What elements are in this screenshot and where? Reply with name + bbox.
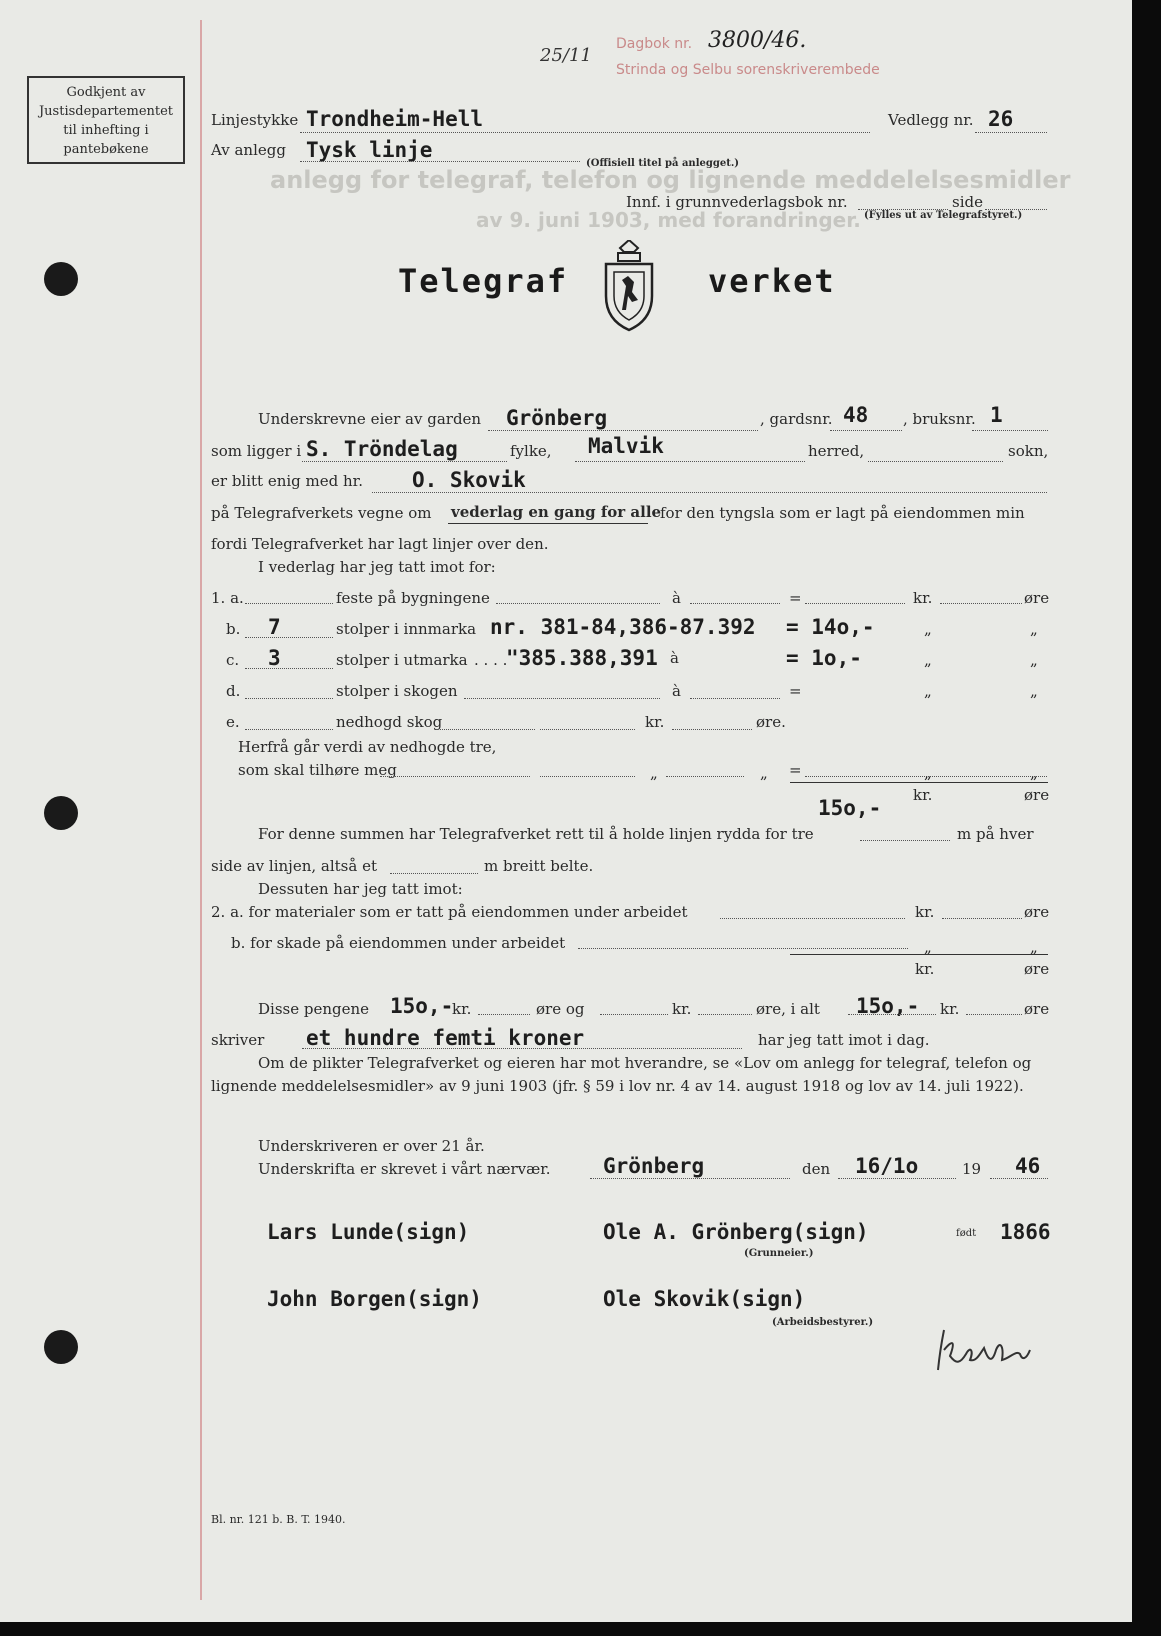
ore-ialt-label: øre, i alt bbox=[756, 1000, 820, 1018]
bleed-through-text bbox=[650, 330, 1050, 450]
witness-1: Lars Lunde(sign) bbox=[267, 1220, 470, 1244]
belte-text: side av linjen, altså et bbox=[211, 857, 377, 875]
fill-line bbox=[805, 603, 905, 604]
fill-line bbox=[464, 698, 660, 699]
ditto-mark: „ bbox=[924, 764, 932, 782]
hr-value: O. Skovik bbox=[412, 468, 526, 492]
punch-hole bbox=[44, 1330, 78, 1364]
law-text-1: Om de plikter Telegrafverket og eieren har mot hverandre, se «Lov om anlegg for telegraf, telefon og bbox=[258, 1054, 1032, 1072]
manager-signature: Ole Skovik(sign) bbox=[603, 1287, 806, 1311]
vedlegg-label: Vedlegg nr. bbox=[888, 111, 974, 129]
item-e-label: e. bbox=[226, 713, 240, 731]
bruksnr-value: 1 bbox=[990, 403, 1003, 427]
ditto-mark: „ bbox=[924, 938, 932, 956]
innf-label: Innf. i grunnvederlagsbok nr. bbox=[626, 193, 848, 211]
fylke-label: fylke, bbox=[510, 442, 552, 460]
item-e-kr: kr. bbox=[645, 713, 665, 731]
materialer-text: 2. a. for materialer som er tatt på eiendommen under arbeidet bbox=[211, 903, 688, 921]
ditto-mark: „ bbox=[924, 682, 932, 700]
vegne-label: på Telegrafverkets vegne om bbox=[211, 504, 432, 522]
grunneier-note: (Grunneier.) bbox=[744, 1248, 814, 1259]
margin-line bbox=[200, 20, 202, 1600]
item-c-at: à bbox=[670, 649, 679, 667]
item-a-text: feste på bygningene bbox=[336, 589, 490, 607]
item-e-ore: øre. bbox=[756, 713, 786, 731]
ditto-mark: „ bbox=[1030, 620, 1038, 638]
title-right: verket bbox=[708, 262, 836, 300]
fill-line bbox=[390, 873, 478, 874]
bruksnr-label: , bruksnr. bbox=[903, 410, 976, 428]
linjestykke-value: Trondheim-Hell bbox=[306, 107, 484, 131]
fill-line bbox=[690, 603, 780, 604]
item-a-label: 1. a. bbox=[211, 589, 244, 607]
disse-kr-3: kr. bbox=[940, 1000, 960, 1018]
item-d-text: stolper i skogen bbox=[336, 682, 458, 700]
item-b-text: stolper i innmarka bbox=[336, 620, 477, 638]
ditto-mark: „ bbox=[1030, 764, 1038, 782]
bleed-through-text: anlegg for telegraf, telefon og lignende meddelelsesmidler bbox=[270, 166, 1071, 194]
fill-line bbox=[302, 461, 507, 462]
dots: . . . . bbox=[474, 651, 508, 669]
sokn-label: sokn, bbox=[1008, 442, 1049, 460]
enig-label: er blitt enig med hr. bbox=[211, 472, 363, 490]
coat-of-arms-icon bbox=[602, 240, 656, 332]
sum-kr-label: kr. bbox=[913, 786, 933, 804]
amount-1: 15o,- bbox=[390, 994, 454, 1018]
fill-line bbox=[245, 603, 333, 604]
title-left: Telegraf bbox=[398, 262, 569, 300]
item-c-count: 3 bbox=[268, 646, 281, 670]
bleed-through-text: av 9. juni 1903, med forandringer. bbox=[476, 208, 861, 232]
fill-line bbox=[440, 729, 535, 730]
fill-line bbox=[488, 430, 758, 431]
side-label: side bbox=[952, 193, 983, 211]
fill-line bbox=[972, 430, 1048, 431]
ditto-mark: „ bbox=[924, 651, 932, 669]
item-c-label: c. bbox=[226, 651, 240, 669]
skade-text: b. for skade på eiendommen under arbeidet bbox=[231, 934, 566, 952]
handwritten-note: 25/11 bbox=[540, 45, 592, 66]
disse-kr: kr. bbox=[452, 1000, 472, 1018]
item-b-amount: = 14o,- bbox=[786, 615, 875, 639]
fill-line bbox=[478, 1014, 530, 1015]
disse-label: Disse pengene bbox=[258, 1000, 370, 1018]
tyngsla-text: for den tyngsla som er lagt på eiendommen min bbox=[660, 504, 1025, 522]
fill-line bbox=[300, 161, 580, 162]
stamp-line: til inhefting i bbox=[63, 123, 149, 138]
arbeidsbestyrer-note: (Arbeidsbestyrer.) bbox=[772, 1317, 874, 1328]
herred-value: Malvik bbox=[588, 434, 664, 458]
vedlegg-value: 26 bbox=[988, 107, 1014, 131]
fill-line bbox=[942, 918, 1022, 919]
item-e-text: nedhogd skog bbox=[336, 713, 443, 731]
fill-line bbox=[300, 132, 870, 133]
rydda-text-2: m på hver bbox=[957, 825, 1034, 843]
fill-line bbox=[848, 1014, 936, 1015]
vederlag-value: vederlag en gang for alle bbox=[451, 503, 662, 521]
vederlag-intro: I vederlag har jeg tatt imot for: bbox=[258, 558, 496, 576]
fill-line bbox=[540, 729, 635, 730]
fill-line bbox=[838, 1178, 956, 1179]
fill-line bbox=[245, 668, 333, 669]
rydda-text: For denne summen har Telegrafverket rett til å holde linjen rydda for tre bbox=[258, 825, 814, 843]
herfra-text: Herfrå går verdi av nedhogde tre, bbox=[238, 738, 497, 756]
item-herfra-eq: = bbox=[789, 761, 802, 779]
item-b-numbers: nr. 381-84,386-87.392 bbox=[490, 615, 756, 639]
stamp-line: Justisdepartementet bbox=[38, 104, 174, 119]
registry-stamp-label: Dagbok nr. bbox=[616, 36, 693, 52]
item-c-numbers: "385.388,391 bbox=[506, 646, 658, 670]
item-a-kr: kr. bbox=[913, 589, 933, 607]
naervaer-text: Underskrifta er skrevet i vårt nærvær. bbox=[258, 1160, 551, 1178]
sign-place: Grönberg bbox=[603, 1154, 705, 1178]
item-c-text: stolper i utmarka bbox=[336, 651, 468, 669]
item-b-count: 7 bbox=[268, 615, 281, 639]
stamp-line: Godkjent av bbox=[66, 85, 146, 100]
registry-number: 3800/46. bbox=[708, 28, 807, 53]
fill-line bbox=[860, 840, 950, 841]
sum-rule bbox=[790, 782, 1048, 783]
total-kr-label: kr. bbox=[915, 960, 935, 978]
fodt-label: født bbox=[956, 1228, 977, 1239]
total-ore-label: øre bbox=[1024, 960, 1050, 978]
linjestykke-label: Linjestykke bbox=[211, 111, 299, 129]
disse-ore: øre bbox=[1024, 1000, 1050, 1018]
gard-value: Grönberg bbox=[506, 406, 608, 430]
fill-line bbox=[578, 948, 908, 949]
stamp-line: pantebøkene bbox=[63, 142, 149, 157]
fylke-value: S. Tröndelag bbox=[306, 437, 458, 461]
fill-line bbox=[990, 1178, 1048, 1179]
fill-line bbox=[940, 603, 1022, 604]
fill-line bbox=[600, 1014, 668, 1015]
fill-line bbox=[245, 698, 333, 699]
fill-line bbox=[372, 492, 1047, 493]
fill-line bbox=[245, 637, 333, 638]
fill-line bbox=[975, 132, 1047, 133]
amount-words: et hundre femti kroner bbox=[306, 1026, 585, 1050]
gardsnr-label: , gardsnr. bbox=[760, 410, 833, 428]
ore-og-label: øre og bbox=[536, 1000, 585, 1018]
amount-2: 15o,- bbox=[856, 994, 920, 1018]
den-label: den bbox=[802, 1160, 831, 1178]
item-a-at: à bbox=[672, 589, 681, 607]
gardsnr-value: 48 bbox=[843, 403, 869, 427]
fill-line bbox=[245, 729, 333, 730]
fill-line bbox=[540, 776, 635, 777]
fill-line bbox=[672, 729, 752, 730]
fill-line bbox=[666, 776, 744, 777]
disse-kr-2: kr. bbox=[672, 1000, 692, 1018]
total-rule bbox=[790, 954, 1048, 955]
item-d-eq: = bbox=[789, 682, 802, 700]
fill-line bbox=[830, 430, 902, 431]
materialer-kr: kr. bbox=[915, 903, 935, 921]
fordi-text: fordi Telegrafverket har lagt linjer over den. bbox=[211, 535, 549, 553]
sign-year: 46 bbox=[1015, 1154, 1041, 1178]
fill-line bbox=[868, 461, 1003, 462]
av-anlegg-value: Tysk linje bbox=[306, 138, 433, 162]
sum-ore-label: øre bbox=[1024, 786, 1050, 804]
sum-value: 15o,- bbox=[818, 796, 882, 820]
registry-stamp-office: Strinda og Selbu sorenskriverembede bbox=[616, 62, 880, 78]
ditto-mark: „ bbox=[760, 764, 768, 782]
year-prefix: 19 bbox=[962, 1160, 982, 1178]
punch-hole bbox=[44, 262, 78, 296]
fylles-note: (Fylles ut av Telegrafstyret.) bbox=[864, 210, 1023, 221]
sign-date: 16/1o bbox=[855, 1154, 919, 1178]
bleed-through-text bbox=[220, 330, 460, 410]
age-text: Underskriveren er over 21 år. bbox=[258, 1137, 485, 1155]
owner-label: Underskrevne eier av garden bbox=[258, 410, 482, 428]
owner-signature: Ole A. Grönberg(sign) bbox=[603, 1220, 869, 1244]
herfra-text-2: som skal tilhøre meg bbox=[238, 761, 397, 779]
ligger-label: som ligger i bbox=[211, 442, 302, 460]
fill-line bbox=[380, 776, 530, 777]
herred-label: herred, bbox=[808, 442, 865, 460]
underline bbox=[448, 523, 648, 524]
punch-hole bbox=[44, 796, 78, 830]
fill-line bbox=[698, 1014, 752, 1015]
handwritten-signature-icon bbox=[930, 1320, 1050, 1380]
offisiell-note: (Offisiell titel på anlegget.) bbox=[586, 158, 740, 169]
item-d-at: à bbox=[672, 682, 681, 700]
ditto-mark: „ bbox=[1030, 938, 1038, 956]
item-b-label: b. bbox=[226, 620, 241, 638]
fill-line bbox=[302, 1048, 742, 1049]
item-c-amount: = 1o,- bbox=[786, 646, 862, 670]
fill-line bbox=[966, 1014, 1022, 1015]
materialer-ore: øre bbox=[1024, 903, 1050, 921]
ditto-mark: „ bbox=[650, 764, 658, 782]
fill-line bbox=[575, 461, 805, 462]
born-year: 1866 bbox=[1000, 1220, 1051, 1244]
item-a-ore: øre bbox=[1024, 589, 1050, 607]
approval-stamp bbox=[27, 76, 185, 164]
ditto-mark: „ bbox=[924, 620, 932, 638]
fill-line bbox=[720, 918, 905, 919]
imot-text: har jeg tatt imot i dag. bbox=[758, 1031, 930, 1049]
form-footer: Bl. nr. 121 b. B. T. 1940. bbox=[211, 1513, 346, 1526]
fill-line bbox=[590, 1178, 790, 1179]
ditto-mark: „ bbox=[1030, 682, 1038, 700]
fill-line bbox=[496, 603, 660, 604]
witness-2: John Borgen(sign) bbox=[267, 1287, 482, 1311]
skriver-label: skriver bbox=[211, 1031, 265, 1049]
item-a-eq: = bbox=[789, 589, 802, 607]
dessuten-text: Dessuten har jeg tatt imot: bbox=[258, 880, 463, 898]
av-anlegg-label: Av anlegg bbox=[211, 141, 286, 159]
fill-line bbox=[690, 698, 780, 699]
item-d-label: d. bbox=[226, 682, 241, 700]
ditto-mark: „ bbox=[1030, 651, 1038, 669]
law-text-2: lignende meddelelsesmidler» av 9 juni 1903 (jfr. § 59 i lov nr. 4 av 14. august 1918 og lov av 14. juli 1922). bbox=[211, 1077, 1024, 1095]
belte-text-2: m breitt belte. bbox=[484, 857, 594, 875]
